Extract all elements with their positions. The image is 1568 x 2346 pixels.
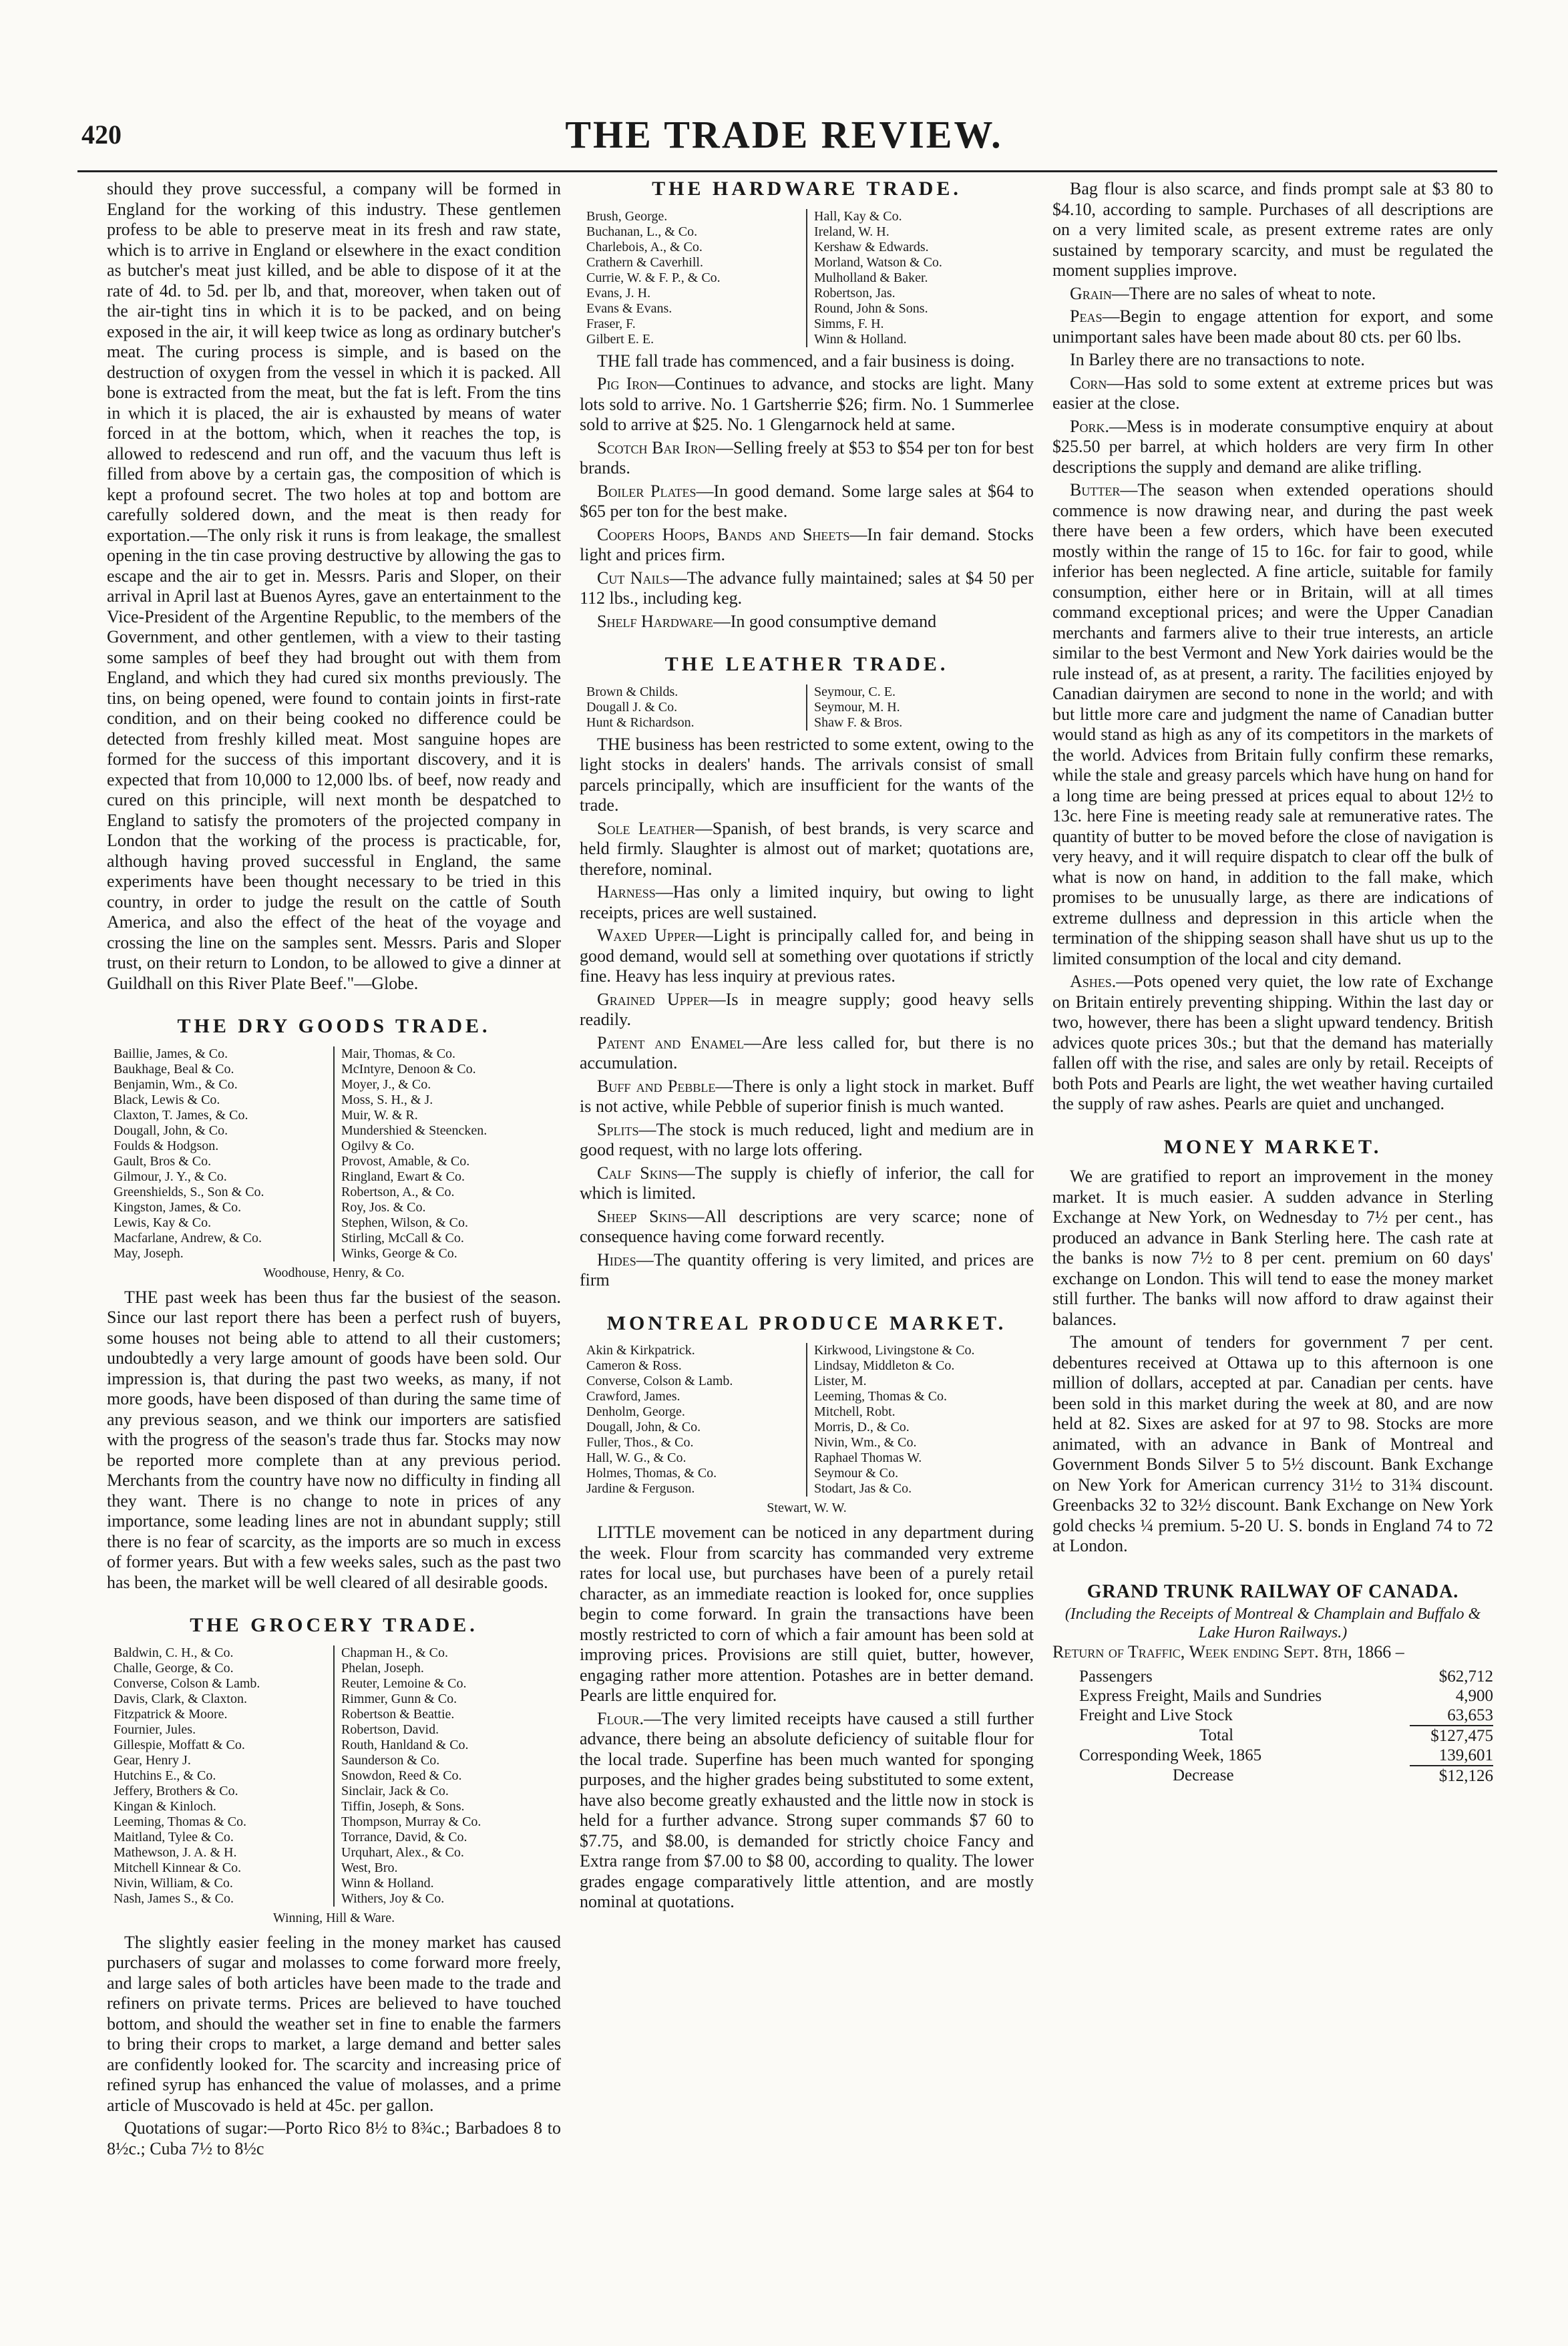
firm-name: Currie, W. & F. P., & Co. [586, 270, 721, 285]
firm-name: Sinclair, Jack & Co. [341, 1783, 449, 1798]
traffic-row [1052, 1667, 1493, 1686]
firm-name: Seymour, C. E. [814, 684, 896, 699]
article-paragraph: THE fall trade has commenced, and a fair business is doing. [597, 351, 1015, 371]
firm-name: May, Joseph. [114, 1245, 184, 1261]
firm-name: Leeming, Thomas & Co. [114, 1814, 247, 1829]
paragraph-lead: Sheep Skins [597, 1206, 687, 1226]
firm-name: Shaw F. & Bros. [814, 715, 903, 730]
firm-name: Hutchins E., & Co. [114, 1768, 216, 1783]
firm-name: Stephen, Wilson, & Co. [341, 1215, 468, 1230]
paragraph-lead: Coopers Hoops, Bands and Sheets [597, 524, 850, 544]
paragraph-lead: Butter [1070, 480, 1121, 500]
firm-name: Morland, Watson & Co. [814, 254, 942, 270]
firm-name: Moss, S. H., & J. [341, 1092, 433, 1107]
firm-name: Provost, Amable, & Co. [341, 1153, 470, 1169]
article-paragraph: Ashes.—Pots opened very quiet, the low rate of Exchange on Britain entirely preventing shipping. Within the last day or two, however, there has been a slight upward tendency. British advices quote prices 30s.; but that the demand has materially fallen off with the rise, and sales are only by retail. Receipts of both Pots and Pearls are light, the wet weather having curtailed the supply of raw ashes. Pearls are quiet and unchanged. [1052, 972, 1493, 1113]
paragraph-lead: Boiler Plates [597, 481, 697, 501]
paragraph-lead: Patent and Enamel [597, 1032, 744, 1052]
firm-name: Roy, Jos. & Co. [341, 1199, 426, 1215]
article-paragraph: In Barley there are no transactions to note. [1070, 350, 1365, 369]
article-paragraph: Grain—There are no sales of wheat to note. [1070, 283, 1376, 303]
firm-name: Round, John & Sons. [814, 301, 928, 316]
firm-name: Nash, James S., & Co. [114, 1891, 234, 1906]
grand-trunk-heading: GRAND TRUNK RAILWAY OF CANADA. [1087, 1581, 1459, 1602]
firm-name: Robertson, A., & Co. [341, 1184, 455, 1199]
firm-name: Gilmour, J. Y., & Co. [114, 1169, 227, 1184]
paragraph-lead: Waxed Upper [597, 926, 696, 945]
corresponding-row: Corresponding Week, 1865 139,601 [1079, 1746, 1493, 1764]
firm-name: Evans & Evans. [586, 301, 672, 316]
produce-paragraphs [580, 1523, 1034, 1913]
firm-name: Tiffin, Joseph, & Sons. [341, 1798, 465, 1814]
firm-name: Phelan, Joseph. [341, 1660, 424, 1676]
firm-name: Evans, J. H. [586, 285, 651, 301]
article-paragraph: Pig Iron—Continues to advance, and stocks are light. Many lots sold to arrive. No. 1 Gartsherrie $26; firm. No. 1 Summerlee sold to arrive at $25. No. 1 Glengarnock held at same. [580, 374, 1034, 434]
grand-trunk-subtitle: (Including the Receipts of Montreal & Champlain and Buffalo & Lake Huron Railways.) [1064, 1605, 1481, 1641]
firm-name: Chapman H., & Co. [341, 1645, 448, 1660]
firm-name: Seymour, M. H. [814, 699, 900, 715]
firm-name: Routh, Hanldand & Co. [341, 1737, 469, 1752]
article-paragraph: Splits—The stock is much reduced, light and medium are in good request, with no large lots offering. [580, 1119, 1034, 1159]
firm-name: Baldwin, C. H., & Co. [114, 1645, 234, 1660]
firm-list-footer: Stewart, W. W. [767, 1501, 847, 1515]
paragraph-lead: Hides [597, 1249, 636, 1269]
firm-name: Dougall J. & Co. [586, 699, 678, 715]
article-paragraph: Quotations of sugar:—Porto Rico 8½ to 8¾c.; Barbadoes 8 to 8½c.; Cuba 7½ to 8½c [107, 2118, 561, 2158]
article-paragraph: Harness—Has only a limited inquiry, but owing to light receipts, prices are well sustained. [580, 882, 1034, 922]
firm-name: Fuller, Thos., & Co. [586, 1435, 694, 1450]
page-number: 420 [81, 120, 122, 150]
article-paragraph: Pork.—Mess is in moderate consumptive enquiry at about $25.50 per barrel, at which holders are very firm In other descriptions the supply and demand are alike trifling. [1052, 416, 1493, 477]
firm-name: Baillie, James, & Co. [114, 1046, 228, 1061]
firm-name: Gault, Bros & Co. [114, 1153, 212, 1169]
paragraph-lead: Calf Skins [597, 1163, 678, 1183]
paragraph-lead: Grained Upper [597, 989, 709, 1009]
paragraph-lead: Corn [1070, 373, 1107, 393]
firm-name: Converse, Colson & Lamb. [586, 1374, 733, 1388]
article-paragraph: Corn—Has sold to some extent at extreme prices but was easier at the close. [1052, 373, 1493, 413]
article-paragraph: THE past week has been thus far the busiest of the season. Since our last report there has been a perfect rush of buyers, some houses not being able to attend to all their customers; undoubtedly a very large amount of goods have been sold. Our impression is, that during the past two weeks, as many, if not more goods, have been disposed of than during the same time of any previous season, and we think our importers are satisfied with the progress of the season's trade thus far. Stocks may now be reported more complete than at any previous period. Merchants from the country have now no difficulty in finding all they want. There is no change to note in prices of any importance, some leading lines are not in abundant supply; still there is no fear of scarcity, as the imports are so much in excess of former years. But with a few weeks sales, such as the past two has been, the market will be well cleared of all desirable goods. [107, 1287, 561, 1592]
article-paragraph: Bag flour is also scarce, and finds prompt sale at $3 80 to $4.10, according to sample. Purchases of all descriptions are on a very limited scale, as present extreme rates are only sustained by temporary scarcity, and must be regulated the moment supplies improve. [1052, 179, 1493, 280]
firm-list-footer: Woodhouse, Henry, & Co. [263, 1265, 405, 1280]
firm-name: Ireland, W. H. [814, 224, 890, 239]
firm-column-left [580, 685, 806, 731]
firm-name: McIntyre, Denoon & Co. [341, 1061, 476, 1077]
firm-name: Lister, M. [814, 1374, 867, 1388]
firm-name: Stirling, McCall & Co. [341, 1230, 464, 1245]
firm-name: Akin & Kirkpatrick. [586, 1343, 695, 1358]
firm-name: Stodart, Jas & Co. [814, 1481, 912, 1496]
firm-column-right [806, 685, 1034, 731]
article-paragraph: Scotch Bar Iron—Selling freely at $53 to $54 per ton for best brands. [580, 437, 1034, 477]
article-paragraph: Grained Upper—Is in meagre supply; good heavy sells readily. [580, 989, 1034, 1029]
article-paragraph: Buff and Pebble—There is only a light stock in market. Buff is not active, while Pebble of superior finish is much wanted. [580, 1076, 1034, 1116]
article-paragraph: Sole Leather—Spanish, of best brands, is very scarce and held firmly. Slaughter is almost out of market; quotations are, therefore, nominal. [580, 818, 1034, 879]
firm-column-right [806, 1343, 1034, 1497]
firm-name: Rimmer, Gunn & Co. [341, 1691, 457, 1706]
firm-column-left [580, 1343, 806, 1497]
article-paragraph: Hides—The quantity offering is very limited, and prices are firm [580, 1249, 1034, 1290]
firm-name: Mulholland & Baker. [814, 270, 928, 285]
firm-name: Foulds & Hodgson. [114, 1138, 219, 1153]
paragraph-lead: Pork [1070, 416, 1105, 436]
firm-column-right [333, 1645, 561, 1907]
column-1 [107, 179, 561, 2162]
grocery-heading: THE GROCERY TRADE. [190, 1614, 478, 1636]
firm-name: Winn & Holland. [814, 331, 907, 347]
paragraph-lead: Grain [1070, 283, 1112, 303]
paragraph-lead: Peas [1070, 307, 1103, 326]
firm-name: Hall, W. G., & Co. [586, 1450, 687, 1465]
paragraph-lead: Harness [597, 882, 656, 902]
paragraph-lead: Sole Leather [597, 818, 695, 838]
firm-name: Jardine & Ferguson. [586, 1481, 695, 1496]
firm-name: Kirkwood, Livingstone & Co. [814, 1343, 975, 1358]
firm-name: Dougall, John, & Co. [114, 1123, 228, 1138]
firm-name: Reuter, Lemoine & Co. [341, 1676, 467, 1691]
firm-name: Hall, Kay & Co. [814, 208, 902, 224]
firm-name: Hunt & Richardson. [586, 715, 695, 730]
firm-name: Ringland, Ewart & Co. [341, 1169, 465, 1184]
leather-heading: THE LEATHER TRADE. [664, 653, 949, 675]
firm-name: Challe, George, & Co. [114, 1660, 234, 1676]
firm-name: Greenshields, S., Son & Co. [114, 1184, 264, 1199]
traffic-row [1052, 1706, 1493, 1726]
firm-name: Snowdon, Reed & Co. [341, 1768, 462, 1783]
article-paragraph: Waxed Upper—Light is principally called for, and being in good demand, would sell at something over quotations if strictly fine. Heavy has less inquiry at previous rates. [580, 926, 1034, 986]
firm-name: Simms, F. H. [814, 316, 884, 331]
produce-heading: MONTREAL PRODUCE MARKET. [606, 1312, 1007, 1334]
article-paragraph: The slightly easier feeling in the money market has caused purchasers of sugar and molasses to come forward more freely, and large sales of both articles have been made to the trade and refiners on private terms. Prices are believed to have touched bottom, and should the weather set in fine to enable the farmers to bring their crops to market, a large demand and better sales are confidently looked for. The scarcity and increasing price of refined syrup has enhanced the value of molasses, and a prime article of Muscovado is held at 45c. per gallon. [107, 1932, 561, 2115]
firm-name: Robertson, David. [341, 1722, 439, 1737]
firm-name: Nivin, Wm., & Co. [814, 1435, 917, 1450]
firm-name: Mitchell, Robt. [814, 1404, 896, 1419]
firm-column-right [806, 209, 1034, 347]
paragraph-lead: Splits [597, 1119, 639, 1139]
firm-name: Urquhart, Alex., & Co. [341, 1844, 464, 1860]
firm-name: Kingan & Kinloch. [114, 1798, 216, 1814]
paragraph-lead: Flour [597, 1708, 640, 1728]
firm-name: Davis, Clark, & Claxton. [114, 1691, 247, 1706]
firm-list-footer: Winning, Hill & Ware. [272, 1910, 395, 1925]
column-3 [1052, 179, 1493, 1786]
traffic-value: $62,712 [1438, 1667, 1493, 1686]
produce-firm-list [580, 1343, 1034, 1497]
firm-name: Benjamin, Wm., & Co. [114, 1077, 238, 1092]
paragraph-lead: Pig Iron [597, 374, 658, 393]
firm-name: Jeffery, Brothers & Co. [114, 1783, 238, 1798]
article-paragraph: LITTLE movement can be noticed in any department during the week. Flour from scarcity has commanded very extreme rates for local use, but purchases have been of a purely retail character, as an immediate reaction is looked for, once supplies begin to come forward. In grain the transactions have been mostly restricted to corn of which a fair amount has been sold at improving prices. Provisions are still quiet, butter, however, engaging rather more attention. Potashes are in better demand. Pearls are little enquired for. [580, 1523, 1034, 1705]
traffic-returns-table [1052, 1667, 1493, 1786]
firm-name: Claxton, T. James, & Co. [114, 1107, 248, 1123]
firm-name: Seymour & Co. [814, 1466, 899, 1481]
firm-name: Crawford, James. [586, 1389, 680, 1404]
header-rule [77, 170, 1497, 172]
firm-name: Withers, Joy & Co. [341, 1891, 445, 1906]
firm-name: Lindsay, Middleton & Co. [814, 1358, 955, 1373]
traffic-value: 4,900 [1455, 1686, 1493, 1705]
article-paragraph: Shelf Hardware—In good consumptive demand [597, 611, 937, 631]
firm-name: Baukhage, Beal & Co. [114, 1061, 234, 1077]
article-paragraph: should they prove successful, a company will be formed in England for the working of this industry. These gentlemen profess to be able to preserve meat in its fresh and raw state, which is to arrive in England or elsewhere in the exact condition as butcher's meat just killed, and be able to dispose of it at the rate of 4d. to 5d. per lb, and that, moreover, when taken out of the air-tight tins in which it is to be packed, and on being exposed in the air, it will keep twice as long as ordinary butcher's meat. The curing process is simple, and is based on the destruction of oxygen from the vessel in which it is packed. All bone is extracted from the meat, but the fat is left. From the tins in which it is placed, the air is exhausted by means of water forced in at the bottom, which, when it reaches the top, is allowed to redescend and run off, and the vacuum thus left is filled from above by a certain gas, the composition of which is kept a profound secret. The two holes at top and bottom are carefully soldered down, and the meat is then ready for exportation.—The only risk it runs is from leakage, the smallest opening in the tin case proving destructive by allowing the gas to escape and the air to get in. Messrs. Paris and Sloper, on their arrival in April last at Buenos Ayres, gave an entertainment to the Vice-President of the Argentine Republic, to the members of the Government, and other gentlemen, with a view to their tasting some samples of beef they had brought out with them from England, and which they had cured six months previously. The tins, on being opened, were found to contain joints in first-rate condition, and on their being cooked no difference could be detected from freshly killed meat. Most sanguine hopes are formed for the success of this important discovery, and it is expected that from 10,000 to 12,000 lbs. of beef, now ready and cured on this principle, will next month be despatched to England to satisfy the promoters of the projected company in London that the working of the process is practicable, for, although having proved successful in England, the same experiments have been thought necessary to be tried in this country, in order to judge the result on the cattle of South America, and also the effect of the heat of the voyage and crossing the line on the samples sent. Messrs. Paris and Sloper trust, on their return to London, to be allowed to give a dinner at Guildhall on this River Plate Beef."—Globe. [107, 179, 561, 993]
firm-name: Moyer, J., & Co. [341, 1077, 431, 1092]
firm-name: Raphael Thomas W. [814, 1450, 922, 1465]
firm-name: Holmes, Thomas, & Co. [586, 1466, 717, 1481]
traffic-value: 63,653 [1447, 1706, 1493, 1724]
article-paragraph: Boiler Plates—In good demand. Some large sales at $64 to $65 per ton for the best make. [580, 481, 1034, 521]
leather-paragraphs [580, 735, 1034, 1291]
firm-name: Thompson, Murray & Co. [341, 1814, 481, 1829]
returns-label: Return of Traffic, Week ending Sept. 8th, 1866 – [1052, 1642, 1404, 1661]
firm-name: Leeming, Thomas & Co. [814, 1389, 948, 1404]
total-row: Total $127,475 [1199, 1726, 1493, 1745]
column-2 [580, 179, 1034, 1915]
article-paragraph: Peas—Begin to engage attention for export, and some unimportant sales have been made about 80 cts. per 60 lbs. [1052, 307, 1493, 347]
firm-name: Brush, George. [586, 208, 668, 224]
article-paragraph: Cut Nails—The advance fully maintained; sales at $4 50 per 112 lbs., including keg. [580, 568, 1034, 608]
firm-name: Fraser, F. [586, 316, 636, 331]
firm-name: Mundershied & Steencken. [341, 1123, 487, 1138]
article-paragraph: Flour.—The very limited receipts have caused a still further advance, there being an absolute deficiency of suitable flour for the local trade. Superfine has been much wanted for sponging purposes, and the higher grades being substituted to some extent, have also become greatly exhausted and the little now in stock is held for a further advance. Strong super commands $7 60 to $7.75, and $8.00, is demanded for strictly choice Fancy and Extra range from $7.00 to $8 00, according to quality. The lower grades engage comparatively little attention, and are mostly nominal at quotations. [580, 1708, 1034, 1911]
hardware-paragraphs [580, 351, 1034, 632]
firm-name: Fournier, Jules. [114, 1722, 196, 1737]
firm-name: Mathewson, J. A. & H. [114, 1844, 237, 1860]
firm-name: Black, Lewis & Co. [114, 1092, 220, 1107]
firm-name: Saunderson & Co. [341, 1752, 440, 1768]
article-paragraph: The amount of tenders for government 7 per cent. debentures received at Ottawa up to this afternoon is one million of dollars, accepted at par. Canadian per cents. have been sold in this market during the week at 80, and are now held at 82. Sixes are asked for at 97 to 98. Stocks are more animated, with an advance in Bank of Montreal and Government Bonds Silver 5 to 5½ discount. Bank Exchange on New York for American currency 31½ to 31¾ discount. Greenbacks 32 to 32½ discount. Bank Exchange on New York gold checks ¼ premium. 5-20 U. S. bonds in England 74 to 72 at London. [1052, 1332, 1493, 1555]
leather-firm-list [580, 685, 1034, 731]
firm-name: Maitland, Tylee & Co. [114, 1829, 234, 1844]
firm-name: West, Bro. [341, 1860, 398, 1875]
dry-goods-firm-list [107, 1046, 561, 1261]
paragraph-lead: Cut Nails [597, 568, 670, 588]
firm-name: Robertson, Jas. [814, 285, 896, 301]
firm-name: Winn & Holland. [341, 1875, 434, 1891]
paragraph-lead: Buff and Pebble [597, 1076, 716, 1096]
grocery-firm-list [107, 1645, 561, 1907]
firm-name: Morris, D., & Co. [814, 1420, 910, 1434]
firm-column-left [107, 1046, 333, 1261]
firm-name: Macfarlane, Andrew, & Co. [114, 1230, 262, 1245]
firm-name: Robertson & Beattie. [341, 1706, 455, 1722]
traffic-label: Passengers [1079, 1667, 1153, 1686]
firm-name: Gillespie, Moffatt & Co. [114, 1737, 245, 1752]
firm-name: Kershaw & Edwards. [814, 239, 929, 254]
firm-name: Converse, Colson & Lamb. [114, 1676, 260, 1691]
traffic-label: Freight and Live Stock [1079, 1706, 1233, 1724]
article-paragraph: Coopers Hoops, Bands and Sheets—In fair demand. Stocks light and prices firm. [580, 524, 1034, 564]
firm-name: Winks, George & Co. [341, 1245, 457, 1261]
firm-name: Gilbert E. E. [586, 331, 654, 347]
firm-name: Kingston, James, & Co. [114, 1199, 242, 1215]
masthead-title: THE TRADE REVIEW. [565, 113, 1003, 156]
article-paragraph: THE business has been restricted to some extent, owing to the light stocks in dealers' hands. The arrivals consist of small parcels principally, which are insufficient for the wants of the trade. [580, 734, 1034, 815]
firm-name: Nivin, William, & Co. [114, 1875, 233, 1891]
firm-name: Charlebois, A., & Co. [586, 239, 703, 254]
firm-column-right [333, 1046, 561, 1261]
paragraph-lead: Shelf Hardware [597, 611, 713, 631]
firm-name: Buchanan, L., & Co. [586, 224, 698, 239]
firm-name: Denholm, George. [586, 1404, 685, 1419]
firm-name: Muir, W. & R. [341, 1107, 418, 1123]
article-paragraph: We are gratified to report an improvement in the money market. It is much easier. A sudden advance in Sterling Exchange at New York, on Wednesday to 7½ per cent., has produced an advance in Bank Sterling here. The cash rate at the banks is now 7½ to 8 per cent. premium on 60 days' exchange on London. This will tend to ease the money market still further. The banks will now afford to draw against their balances. [1052, 1167, 1493, 1329]
firm-name: Mair, Thomas, & Co. [341, 1046, 456, 1061]
firm-name: Cameron & Ross. [586, 1358, 682, 1373]
traffic-label: Express Freight, Mails and Sundries [1079, 1686, 1322, 1705]
firm-name: Gear, Henry J. [114, 1752, 191, 1768]
firm-name: Lewis, Kay & Co. [114, 1215, 212, 1230]
article-paragraph: Butter—The season when extended operations should commence is now drawing near, and during the past week there have been a few orders, which have been executed mostly within the range of 15 to 16c. for fair to good, while inferior has been neglected. A fine article, suitable for family consumption, either here or in Britain, will at all times command exceptional prices; and were the Upper Canadian merchants and farmers alive to their true interests, an article similar to the best Vermont and New York dairies would be the rule instead of, as at present, a rarity. The facilities enjoyed by Canadian dairymen are second to none in the world; and with but little more care and judgment the name of Canadian butter would stand as high as any of its competitors in the markets of the world. Advices from Britain fully confirm these remarks, while the stale and greasy parcels which have hung on hand for a long time are being pressed at prices equal to about 12½ to 13c. here Fine is meeting ready sale at remunerative rates. The quantity of butter to be moved before the close of navigation is very heavy, and it will require dispatch to clear off the bulk of what is now on hand, in addition to the fall make, which promises to be unusually large, as there are indications of extreme dullness and depression in this article when the termination of the shipping season shall have shut us up to the limited consumption of the local and city demand. [1052, 480, 1493, 968]
hardware-heading: THE HARDWARE TRADE. [652, 178, 962, 200]
firm-name: Mitchell Kinnear & Co. [114, 1860, 242, 1875]
dry-goods-heading: THE DRY GOODS TRADE. [177, 1015, 491, 1037]
decrease-row: Decrease $12,126 [1173, 1766, 1493, 1785]
firm-name: Dougall, John, & Co. [586, 1420, 701, 1434]
firm-name: Torrance, David, & Co. [341, 1829, 467, 1844]
produce-continued-paragraphs [1052, 179, 1493, 1115]
paragraph-lead: Ashes [1070, 972, 1112, 991]
firm-name: Ogilvy & Co. [341, 1138, 415, 1153]
article-paragraph: Sheep Skins—All descriptions are very scarce; none of consequence having come forward recently. [580, 1206, 1034, 1246]
firm-name: Brown & Childs. [586, 684, 678, 699]
firm-name: Crathern & Caverhill. [586, 254, 703, 270]
traffic-row [1052, 1686, 1493, 1706]
hardware-firm-list [580, 209, 1034, 347]
article-paragraph: Calf Skins—The supply is chiefly of inferior, the call for which is limited. [580, 1163, 1034, 1203]
paragraph-lead: Scotch Bar Iron [597, 437, 716, 457]
firm-name: Fitzpatrick & Moore. [114, 1706, 228, 1722]
money-market-heading: MONEY MARKET. [1163, 1135, 1382, 1158]
firm-column-left [107, 1645, 333, 1907]
firm-column-left [580, 209, 806, 347]
article-paragraph: Patent and Enamel—Are less called for, but there is no accumulation. [580, 1032, 1034, 1072]
